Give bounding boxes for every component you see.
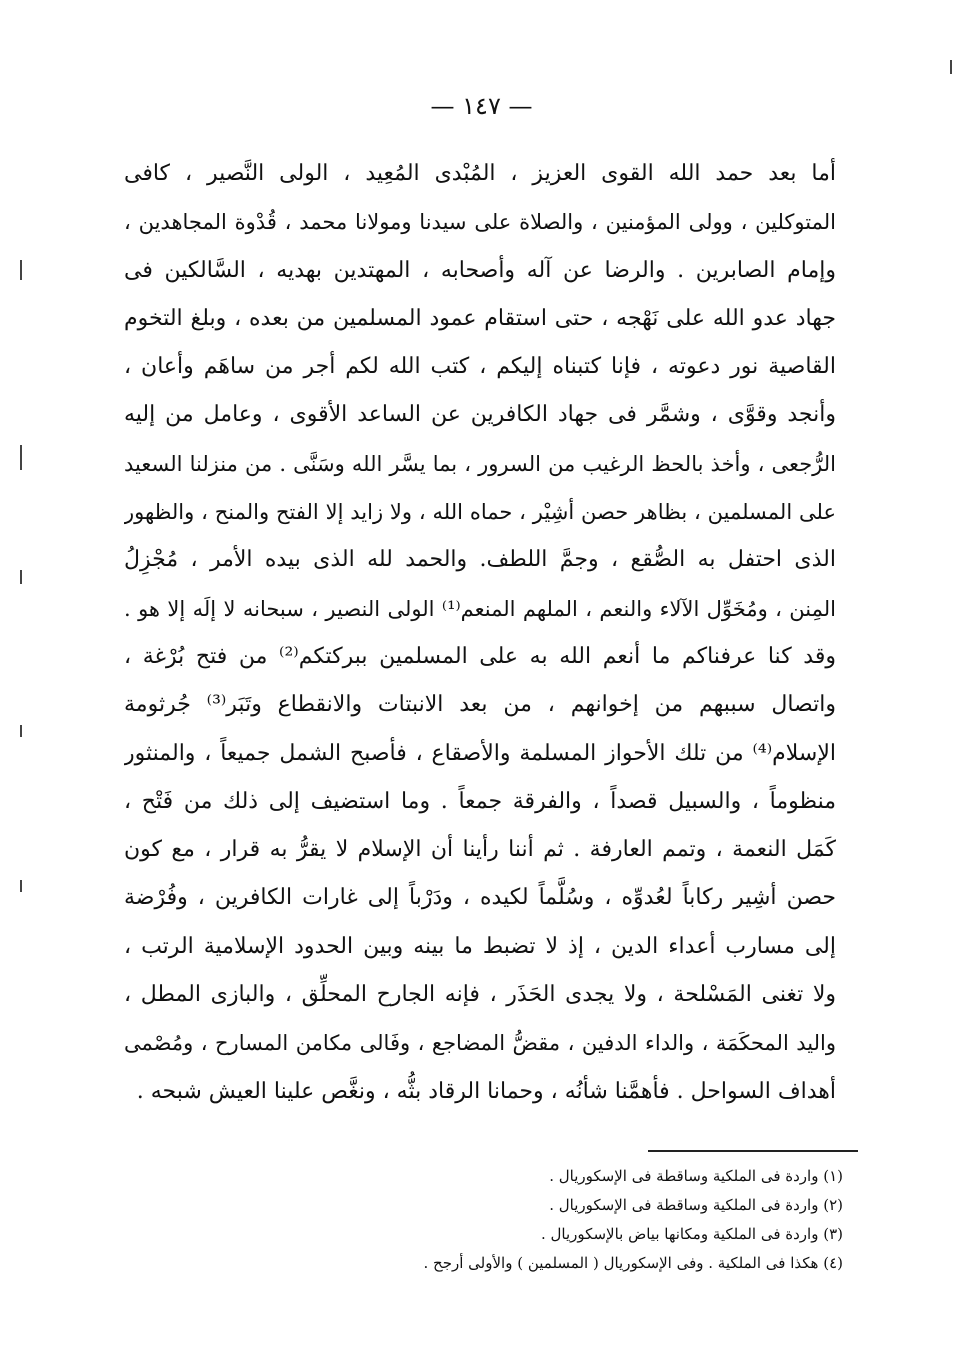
text-line: المتوكلين ، وولى المؤمنين ، والصلاة على سيدنا ومولانا محمد ، قُدْوة المجاهدين ، (124, 210, 836, 235)
text-line: أما بعد حمد الله القوى العزيز ، المُبْدى المُعِيد ، الولى النَّصير ، كافى (124, 161, 836, 186)
text-line: جهاد عدو الله على نَهْجه ، حتى استقام عمود المسلمين من بعده ، وبلغ التخوم (124, 305, 836, 331)
footnote: (١) واردة فى الملكية وساقطة فى الإسكوريال . (549, 1167, 843, 1185)
scan-margin-mark (20, 725, 22, 737)
text-line: حصن أشِير ركاباً لعُدوِّه ، وسُلَّماً لكيده ، ودَرْباً إلى غارات الكافرين ، وفُرْضة (124, 885, 836, 911)
text-line: وأنجد وقوَّى ، وشمَّر فى جهاد الكافرين عن الساعد الأقوى ، وعامل من إليه (124, 402, 836, 428)
footnote-separator (648, 1150, 858, 1152)
text-line: إلى مسارب أعداء الدين ، إذ لا تضبط ما بينه وبين الحدود الإسلامية الرتب ، (124, 933, 836, 959)
page-number: — ١٤٧ — (430, 92, 533, 120)
text-line: المِنن ، ومُخَوِّل الآلاء والنعم ، الملهم المنعم⁽¹⁾ الولى النصير ، سبحانه لا إلَه إلا هو . (124, 596, 836, 621)
text-line: أهداف السواحل . فأهمَّنا شأنُه ، وحمانا الرقاد بثُّه ، ونغَّص علينا العيش شبحه . (136, 1078, 836, 1104)
footnote: (٢) واردة فى الملكية وساقطة فى الإسكوريال . (549, 1196, 843, 1214)
text-line: الإسلام⁽⁴⁾ من تلك الأحواز المسلمة والأصقاع ، فأصبح الشمل جميعاً ، والمنثور (124, 740, 836, 766)
text-line: وإمام الصابرين . والرضا عن آله وأصحابه ، المهتدين بهديه ، السَّالكين فى (124, 257, 836, 283)
body-text (124, 150, 836, 1116)
text-line: على المسلمين ، بظاهر حصن أشِيْر ، حماه الله ، ولا زايد إلا الفتح والمنح ، والظهور (124, 500, 836, 525)
scan-margin-mark (950, 60, 952, 74)
text-line: القاصية نور دعوته ، فإنا كتبناه إليكم ، كتب الله لكم أجر من ساهَم وأعان ، (124, 354, 836, 380)
text-line: واتصال سببهم من إخوانهم ، من بعد الانبتات والانقطاع وتَبَر⁽³⁾ جُرثومة (124, 692, 836, 718)
scan-margin-mark (20, 880, 22, 892)
text-line: منظوماً ، والسبيل قصداً ، والفرقة جمعاً . وما استضيف إلى ذلك من فَتْح ، (124, 788, 836, 814)
text-line: كَمَل النعمة ، وتمم العارفة . ثم أننا رأينا أن الإسلام لا يقرُّ به قرار ، مع كون (124, 837, 836, 863)
scan-margin-mark (20, 570, 22, 584)
text-line: الذى احتفل به الصُّقع ، وجمَّ اللطف. والحمد لله الذى بيده الأمر ، مُجْزِلُ (124, 547, 836, 573)
text-line: واليد المحكَمَة ، والداء الدفين ، مقضُّ المضاجع ، وفَالى مكامن المسارح ، ومُصْمى (124, 1031, 836, 1056)
footnote: (٣) واردة فى الملكية ومكانها بياض بالإسكوريال . (541, 1225, 843, 1243)
text-line: وقد كنا عرفناكم ما أنعم الله به على المسلمين ببركتكم⁽²⁾ من فتح بُرْغة ، (124, 643, 836, 669)
footnotes (283, 1162, 843, 1278)
footnote: (٤) هكذا فى الملكية . وفى الإسكوريال ( المسلمين ) والأولى أرجح . (423, 1254, 843, 1272)
scan-margin-mark (20, 260, 22, 280)
scan-margin-mark (20, 445, 22, 470)
text-line: ولا تغنى المَسْلحة ، ولا يجدى الحَذَر ، فإنه الجارح المحلِّق ، والبازى المطل ، (124, 982, 836, 1008)
text-line: الرُّجعى ، وأخذ بالحظ الرغيب من السرور ، بما يسَّر الله وسَنَّى . من منزلنا السعيد (124, 451, 836, 476)
